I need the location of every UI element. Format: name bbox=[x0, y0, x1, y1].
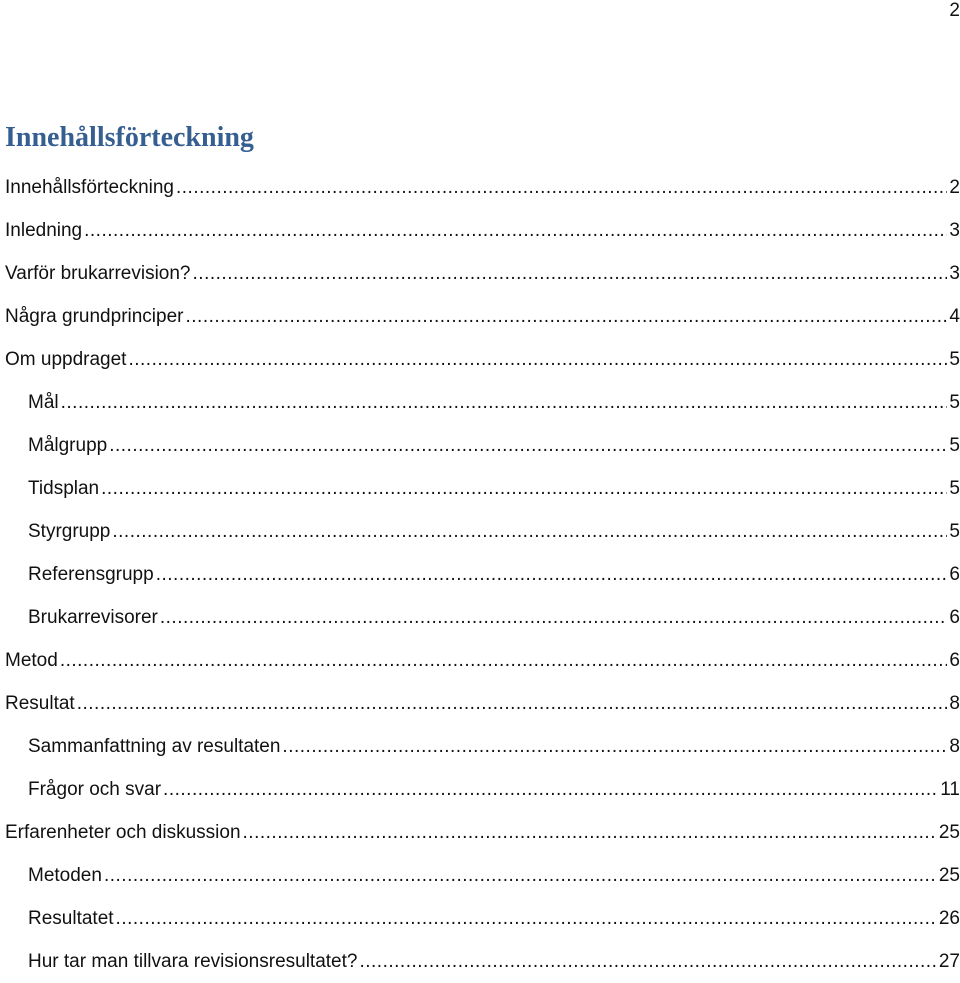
toc-entry[interactable] bbox=[5, 467, 960, 510]
toc-entry-page: 8 bbox=[949, 736, 960, 757]
dot-leader bbox=[160, 596, 948, 639]
dot-leader bbox=[77, 682, 948, 725]
toc-entry-page: 26 bbox=[938, 908, 960, 929]
toc-entry-title: Om uppdraget bbox=[5, 349, 127, 370]
toc-entry-page: 3 bbox=[949, 263, 960, 284]
toc-entry-title: Referensgrupp bbox=[28, 564, 154, 585]
dot-leader bbox=[186, 295, 948, 338]
toc-entry-page: 25 bbox=[938, 865, 960, 886]
toc-entry[interactable] bbox=[5, 811, 960, 854]
toc-entry-title: Metod bbox=[5, 650, 58, 671]
dot-leader bbox=[128, 338, 947, 381]
toc-entry[interactable] bbox=[5, 768, 960, 811]
toc-entry-title: Frågor och svar bbox=[28, 779, 162, 800]
toc-heading: Innehållsförteckning bbox=[5, 122, 254, 153]
toc-entry-title: Innehållsförteckning bbox=[5, 177, 174, 198]
toc-entry-page: 2 bbox=[949, 177, 960, 198]
toc-entry-page: 5 bbox=[949, 349, 960, 370]
toc-entry-page: 5 bbox=[949, 521, 960, 542]
toc-entry[interactable] bbox=[5, 381, 960, 424]
dot-leader bbox=[282, 725, 947, 768]
toc-entry-title: Inledning bbox=[5, 220, 83, 241]
dot-leader bbox=[359, 940, 936, 983]
toc-entry-title: Mål bbox=[28, 392, 59, 413]
dot-leader bbox=[163, 768, 938, 811]
toc-entry-page: 5 bbox=[949, 392, 960, 413]
toc-entry-title: Tidsplan bbox=[28, 478, 100, 499]
dot-leader bbox=[60, 639, 948, 682]
dot-leader bbox=[156, 553, 948, 596]
toc-entry[interactable] bbox=[5, 725, 960, 768]
dot-leader bbox=[61, 381, 948, 424]
toc-entry-title: Erfarenheter och diskussion bbox=[5, 822, 241, 843]
toc-entry-page: 5 bbox=[949, 478, 960, 499]
toc-entry-page: 3 bbox=[949, 220, 960, 241]
toc-entry[interactable] bbox=[5, 424, 960, 467]
toc-entry-page: 6 bbox=[949, 564, 960, 585]
dot-leader bbox=[101, 467, 947, 510]
toc-entry-title: Resultat bbox=[5, 693, 75, 714]
toc-entry[interactable] bbox=[5, 596, 960, 639]
toc-entry[interactable] bbox=[5, 209, 960, 252]
toc-entry[interactable] bbox=[5, 166, 960, 209]
toc-entry-title: Målgrupp bbox=[28, 435, 108, 456]
toc-entry-title: Sammanfattning av resultaten bbox=[28, 736, 281, 757]
toc-entry-page: 6 bbox=[949, 650, 960, 671]
toc-list bbox=[5, 166, 960, 983]
dot-leader bbox=[104, 854, 937, 897]
toc-entry[interactable] bbox=[5, 897, 960, 940]
dot-leader bbox=[109, 424, 947, 467]
toc-entry-title: Brukarrevisorer bbox=[28, 607, 158, 628]
toc-entry-page: 5 bbox=[949, 435, 960, 456]
dot-leader bbox=[176, 166, 947, 209]
toc-entry-title: Några grundprinciper bbox=[5, 306, 184, 327]
dot-leader bbox=[243, 811, 937, 854]
toc-entry-title: Varför brukarrevision? bbox=[5, 263, 191, 284]
toc-entry-title: Metoden bbox=[28, 865, 102, 886]
toc-entry[interactable] bbox=[5, 639, 960, 682]
dot-leader bbox=[116, 897, 937, 940]
toc-entry[interactable] bbox=[5, 295, 960, 338]
toc-entry[interactable] bbox=[5, 510, 960, 553]
dot-leader bbox=[193, 252, 948, 295]
page-number: 2 bbox=[949, 0, 960, 21]
dot-leader bbox=[84, 209, 947, 252]
toc-entry-title: Hur tar man tillvara revisionsresultatet? bbox=[28, 951, 358, 972]
toc-entry[interactable] bbox=[5, 553, 960, 596]
toc-entry-title: Resultatet bbox=[28, 908, 114, 929]
toc-entry[interactable] bbox=[5, 682, 960, 725]
toc-entry-page: 27 bbox=[938, 951, 960, 972]
toc-entry-page: 6 bbox=[949, 607, 960, 628]
toc-entry[interactable] bbox=[5, 252, 960, 295]
toc-entry[interactable] bbox=[5, 940, 960, 983]
toc-entry-page: 11 bbox=[940, 779, 960, 800]
toc-entry-page: 8 bbox=[949, 693, 960, 714]
toc-entry[interactable] bbox=[5, 338, 960, 381]
toc-entry[interactable] bbox=[5, 854, 960, 897]
toc-entry-page: 25 bbox=[938, 822, 960, 843]
toc-entry-page: 4 bbox=[949, 306, 960, 327]
dot-leader bbox=[112, 510, 947, 553]
toc-entry-title: Styrgrupp bbox=[28, 521, 111, 542]
